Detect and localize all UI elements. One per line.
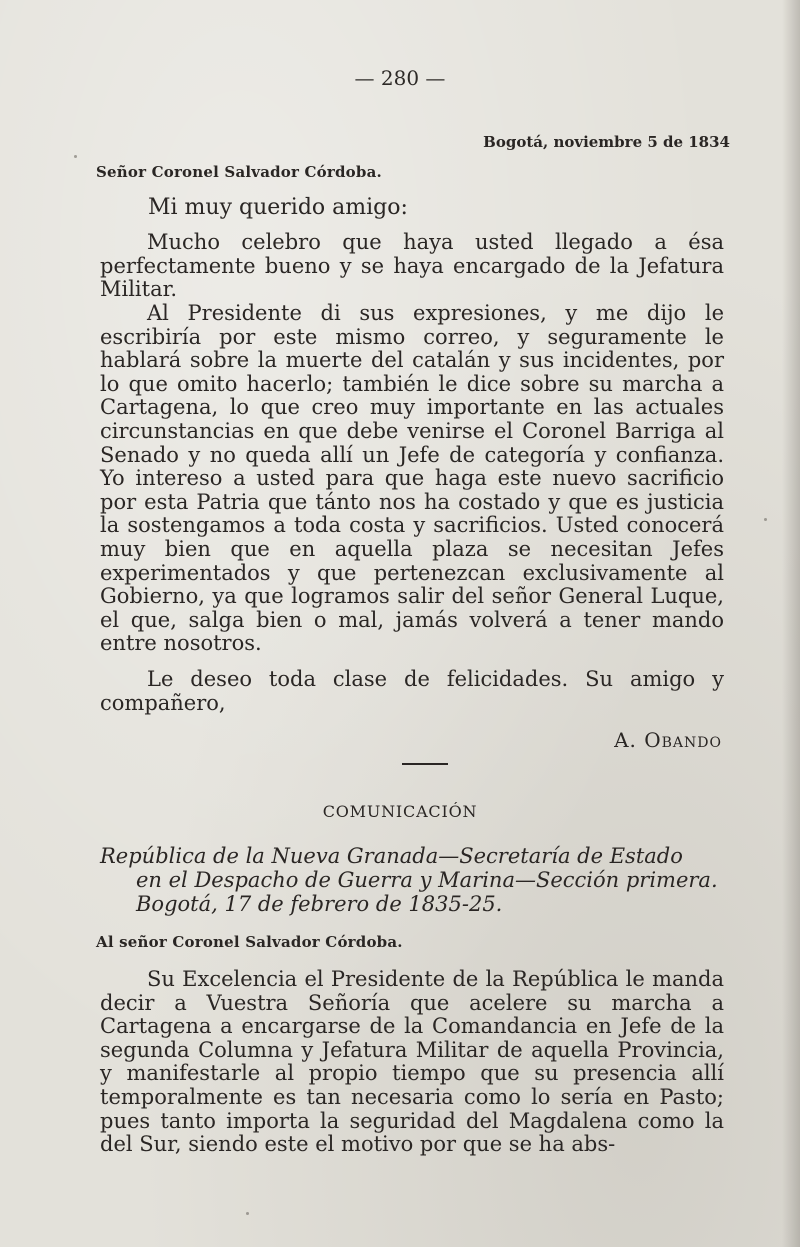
communication-heading: [100, 845, 740, 916]
letter-closing: Le deseo toda clase de felicidades. Su amigo y compañero,: [100, 667, 724, 715]
paper-speck: [74, 155, 77, 158]
paper-speck: [764, 518, 767, 521]
heading-line: Bogotá, 17 de febrero de 1835-25.: [136, 891, 503, 916]
section-title: COMUNICACIÓN: [322, 802, 478, 821]
communication-body: Su Excelencia el Presidente de la República le manda decir a Vuestra Señoría que acelere su marcha a Cartagena a encargarse de la Comandancia en Jefe de la segunda Columna y Jefatura Militar de aquella Provincia, y manifestarle al propio tiempo que su presencia allí temporalmente es tan necesaria como lo sería en Pasto; pues tanto importa la seguridad del Magdalena como la del Sur, siendo este el motivo por que se ha abs-: [100, 967, 724, 1157]
letter-paragraph: Al Presidente di sus expresiones, y me dijo le escribiría por este mismo correo, y seguramente le hablará sobre la muerte del catalán y sus incidentes, por lo que omito hacerlo; también le dice sobre su marcha a Cartagena, lo que creo muy importante en las actuales circunstancias en que debe venirse el Coronel Barriga al Senado y no queda allí un Jefe de categoría y confianza. Yo intereso a usted para que haga este nuevo sacrificio por esta Patria que tánto nos ha costado y que es justicia la sostengamos a toda costa y sacrificios. Usted conocerá muy bien que en aquella plaza se necesitan Jefes experimentados y que pertenezcan exclusivamente al Gobierno, ya que logramos salir del señor General Luque, el que, salga bien o mal, jamás volverá a tener mando entre nosotros.: [100, 301, 724, 656]
section-divider: [402, 763, 448, 765]
letter-greeting: Mi muy querido amigo:: [148, 195, 408, 220]
letter-date: Bogotá, noviembre 5 de 1834: [483, 133, 730, 151]
heading-line: en el Despacho de Guerra y Marina—Sección primera.: [136, 867, 718, 892]
communication-recipient: Al señor Coronel Salvador Córdoba.: [96, 933, 403, 951]
page-edge-shadow: [782, 0, 800, 1247]
letter-recipient: Señor Coronel Salvador Córdoba.: [96, 163, 382, 181]
paper-speck: [246, 1212, 249, 1215]
letter-paragraph: Mucho celebro que haya usted llegado a ésa perfectamente bueno y se haya encargado de la Jefatura Militar.: [100, 230, 724, 302]
letter-signature: A. Obando: [614, 728, 722, 752]
heading-line: República de la Nueva Granada—Secretaría de Estado: [100, 844, 683, 868]
page-number: — 280 —: [354, 66, 446, 90]
